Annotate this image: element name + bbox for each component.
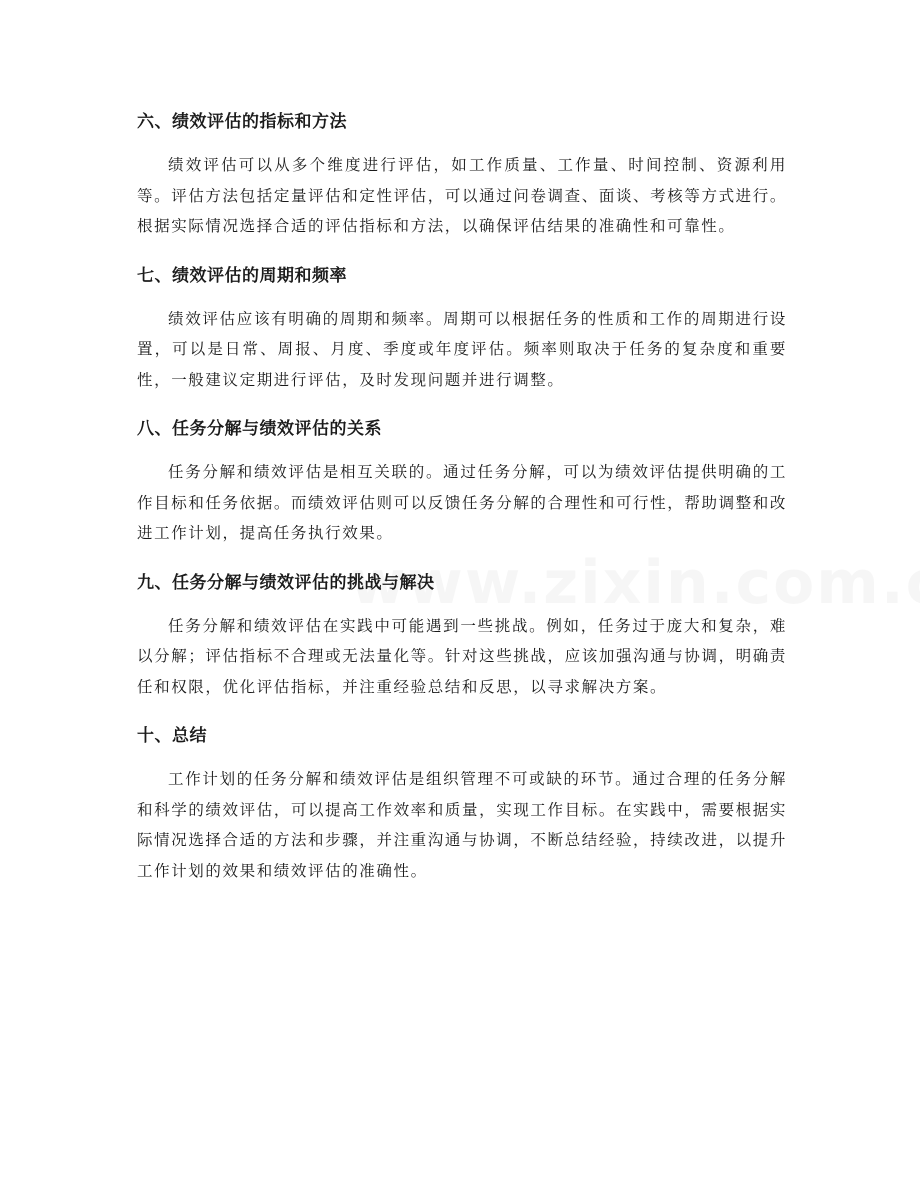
section-paragraph: 工作计划的任务分解和绩效评估是组织管理不可或缺的环节。通过合理的任务分解和科学的绩效评估，可以提高工作效率和质量，实现工作目标。在实践中，需要根据实际情况选择合适的方法和步骤，并注重沟通与协调，不断总结经验，持续改进，以提升工作计划的效果和绩效评估的准确性。	[137, 770, 787, 880]
section-paragraph: 绩效评估可以从多个维度进行评估，如工作质量、工作量、时间控制、资源利用等。评估方法包括定量评估和定性评估，可以通过问卷调查、面谈、考核等方式进行。根据实际情况选择合适的评估指标和方法，以确保评估结果的准确性和可靠性。	[137, 156, 787, 235]
section-6	[137, 102, 787, 242]
section-heading: 十、总结	[137, 726, 207, 746]
section-heading: 六、绩效评估的指标和方法	[137, 112, 347, 132]
section-heading: 八、任务分解与绩效评估的关系	[137, 419, 382, 439]
section-paragraph: 绩效评估应该有明确的周期和频率。周期可以根据任务的性质和工作的周期进行设置，可以是日常、周报、月度、季度或年度评估。频率则取决于任务的复杂度和重要性，一般建议定期进行评估，及时发现问题并进行调整。	[137, 309, 787, 389]
section-8	[137, 409, 787, 549]
section-heading: 七、绩效评估的周期和频率	[137, 265, 347, 286]
section-9	[137, 563, 787, 703]
section-10	[137, 716, 787, 886]
section-paragraph: 任务分解和绩效评估是相互关联的。通过任务分解，可以为绩效评估提供明确的工作目标和任务依据。而绩效评估则可以反馈任务分解的合理性和可行性，帮助调整和改进工作计划，提高任务执行效果。	[137, 463, 787, 542]
section-heading: 九、任务分解与绩效评估的挑战与解决	[137, 572, 435, 593]
section-paragraph: 任务分解和绩效评估在实践中可能遇到一些挑战。例如，任务过于庞大和复杂，难以分解；评估指标不合理或无法量化等。针对这些挑战，应该加强沟通与协调，明确责任和权限，优化评估指标，并注重经验总结和反思，以寻求解决方案。	[137, 616, 787, 696]
section-7	[137, 256, 787, 396]
document-content	[137, 102, 787, 900]
